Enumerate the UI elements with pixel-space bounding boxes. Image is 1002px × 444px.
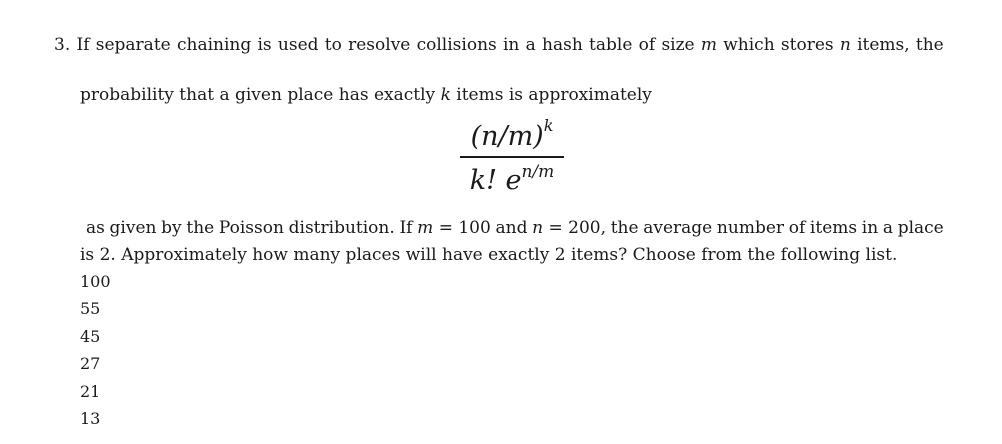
question-word: table xyxy=(589,35,633,55)
question-text: probability that a given place has exactly xyxy=(80,85,441,105)
question-word: m = 100 xyxy=(417,218,491,238)
question-word: the xyxy=(915,35,944,55)
question-word: distribution. xyxy=(288,218,395,238)
answer-option-100[interactable]: 100 xyxy=(80,272,111,291)
question-word: used xyxy=(277,35,319,55)
question-word: is xyxy=(257,35,272,55)
question-word: Poisson xyxy=(218,218,284,238)
question-line-2 xyxy=(80,84,652,106)
question-line-4: is 2. Approximately how many places will have exactly 2 items? Choose from the following list. xyxy=(80,245,898,265)
question-word: and xyxy=(495,218,528,238)
answer-option-45[interactable]: 45 xyxy=(80,327,101,346)
question-word: place xyxy=(897,218,944,238)
question-word: m xyxy=(700,35,717,55)
variable-k: k xyxy=(440,85,451,105)
question-word: of xyxy=(788,218,806,238)
question-word: given xyxy=(109,218,157,238)
question-word: in xyxy=(503,35,520,55)
question-word: items, xyxy=(857,35,910,55)
question-word: hash xyxy=(542,35,583,55)
question-number: 3. xyxy=(54,35,71,55)
question-word: chaining xyxy=(176,35,252,55)
question-text: items is approximately xyxy=(450,85,652,105)
question-word: to xyxy=(324,35,342,55)
question-word: size xyxy=(661,35,695,55)
question-word: If xyxy=(76,35,90,55)
poisson-formula xyxy=(458,118,566,194)
question-word: n = 200, xyxy=(532,218,606,238)
question-word: n xyxy=(839,35,851,55)
question-word: items xyxy=(809,218,858,238)
question-word: collisions xyxy=(416,35,497,55)
question-word: of xyxy=(638,35,656,55)
question-word: number xyxy=(716,218,785,238)
answer-option-13[interactable]: 13 xyxy=(80,409,101,428)
question-word: in xyxy=(861,218,879,238)
question-word: a xyxy=(882,218,894,238)
question-word: by xyxy=(161,218,182,238)
formula-numerator: $(n/m)^k$ xyxy=(470,116,554,152)
question-line-1 xyxy=(54,34,944,56)
question-word: resolve xyxy=(348,35,411,55)
question-word: a xyxy=(525,35,536,55)
question-word: the xyxy=(610,218,639,238)
question-word: average xyxy=(643,218,713,238)
question-word: as xyxy=(86,218,105,238)
question-word: the xyxy=(186,218,215,238)
question-word: which xyxy=(723,35,775,55)
answer-option-21[interactable]: 21 xyxy=(80,382,101,401)
formula-denominator: k! $e^{n/m}$ xyxy=(469,161,555,196)
answer-option-55[interactable]: 55 xyxy=(80,299,101,318)
question-word: stores xyxy=(780,35,834,55)
question-line-3 xyxy=(86,217,944,239)
question-word: separate xyxy=(95,35,171,55)
question-word: If xyxy=(399,218,413,238)
answer-option-27[interactable]: 27 xyxy=(80,354,101,373)
